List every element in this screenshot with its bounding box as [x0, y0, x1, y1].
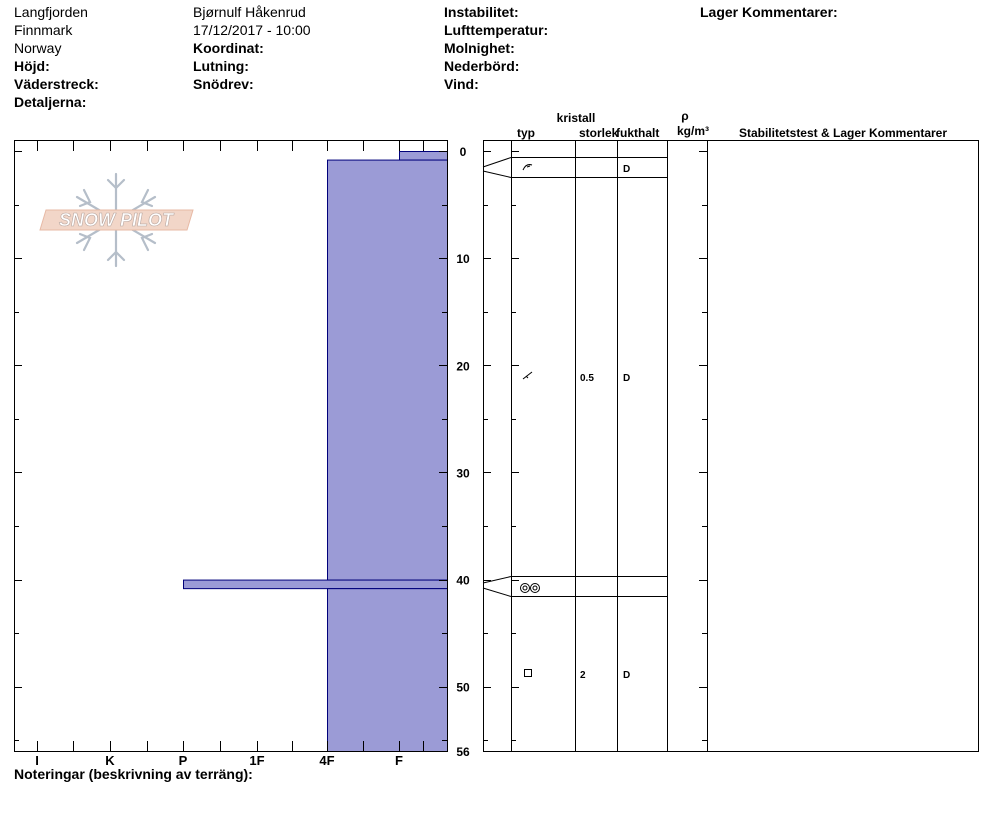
fukthalt-header: fukthalt: [616, 126, 660, 140]
hardness-tick-label: 4F: [319, 753, 335, 768]
faceted-crystals-icon: [525, 670, 532, 677]
crystal-size-value: 2: [580, 670, 586, 681]
depth-tick-label: 0: [459, 145, 467, 159]
depth-tick-label: 50: [456, 680, 470, 695]
hardness-tick-label: 1F: [249, 753, 265, 768]
lufttemperatur-label: Lufttemperatur:: [444, 22, 549, 38]
kristall-header: kristall: [556, 111, 596, 125]
layer-connector-line: [483, 588, 511, 597]
vaderstreck-label: Väderstreck:: [14, 76, 99, 92]
layer-table-frame: [484, 141, 979, 752]
observation-datetime: 17/12/2017 - 10:00: [193, 22, 311, 38]
hardness-bar: [184, 580, 448, 589]
nederbord-label: Nederbörd:: [444, 58, 520, 74]
hardness-tick-label: I: [35, 753, 39, 768]
hardness-bar: [328, 589, 448, 752]
moisture-value: D: [623, 670, 631, 681]
hardness-bar: [328, 160, 448, 580]
typ-header: typ: [517, 126, 535, 140]
density-unit: kg/m³: [676, 124, 710, 138]
hardness-bar: [400, 152, 448, 161]
hardness-tick-label: F: [395, 753, 403, 768]
depth-tick-label: 30: [456, 466, 470, 481]
snowpilot-logo: [40, 174, 193, 266]
table-column-lines: [512, 140, 708, 751]
depth-tick-label: 56: [456, 745, 470, 759]
hardness-tick-label: P: [178, 753, 188, 768]
layer-connector-line: [483, 171, 511, 178]
lutning-label: Lutning:: [193, 58, 249, 74]
instabilitet-label: Instabilitet:: [444, 4, 519, 20]
vind-label: Vind:: [444, 76, 479, 92]
detaljerna-label: Detaljerna:: [14, 94, 87, 110]
country-name: Norway: [14, 40, 62, 56]
snodrev-label: Snödrev:: [193, 76, 254, 92]
location-name: Langfjorden: [14, 4, 88, 20]
observer-name: Bjørnulf Håkenrud: [193, 4, 306, 20]
depth-tick-label: 20: [456, 359, 470, 374]
decomposing-fragments-icon: [523, 165, 532, 170]
molnighet-label: Molnighet:: [444, 40, 515, 56]
depth-tick-label: 10: [456, 252, 470, 267]
depth-tick-label: 40: [456, 573, 470, 588]
terrain-notes-label: Noteringar (beskrivning av terräng):: [14, 766, 253, 782]
storlek-header: storlek: [579, 126, 619, 140]
density-symbol: ρ: [681, 109, 689, 123]
moisture-value: D: [623, 164, 631, 175]
koordinat-label: Koordinat:: [193, 40, 264, 56]
region-name: Finnmark: [14, 22, 73, 38]
moisture-value: D: [623, 373, 631, 384]
crystal-size-value: 0.5: [580, 373, 594, 384]
stability-header: Stabilitetstest & Lager Kommentarer: [738, 126, 948, 140]
melt-forms-icon: [521, 584, 540, 593]
precipitation-particles-icon: [523, 372, 532, 379]
hojd-label: Höjd:: [14, 58, 50, 74]
layer-connector-line: [483, 158, 511, 168]
lager-kommentarer-label: Lager Kommentarer:: [700, 4, 838, 20]
hardness-tick-label: K: [105, 753, 115, 768]
logo-text: SNOW PILOT: [59, 210, 173, 230]
layer-connector-line: [483, 577, 511, 584]
